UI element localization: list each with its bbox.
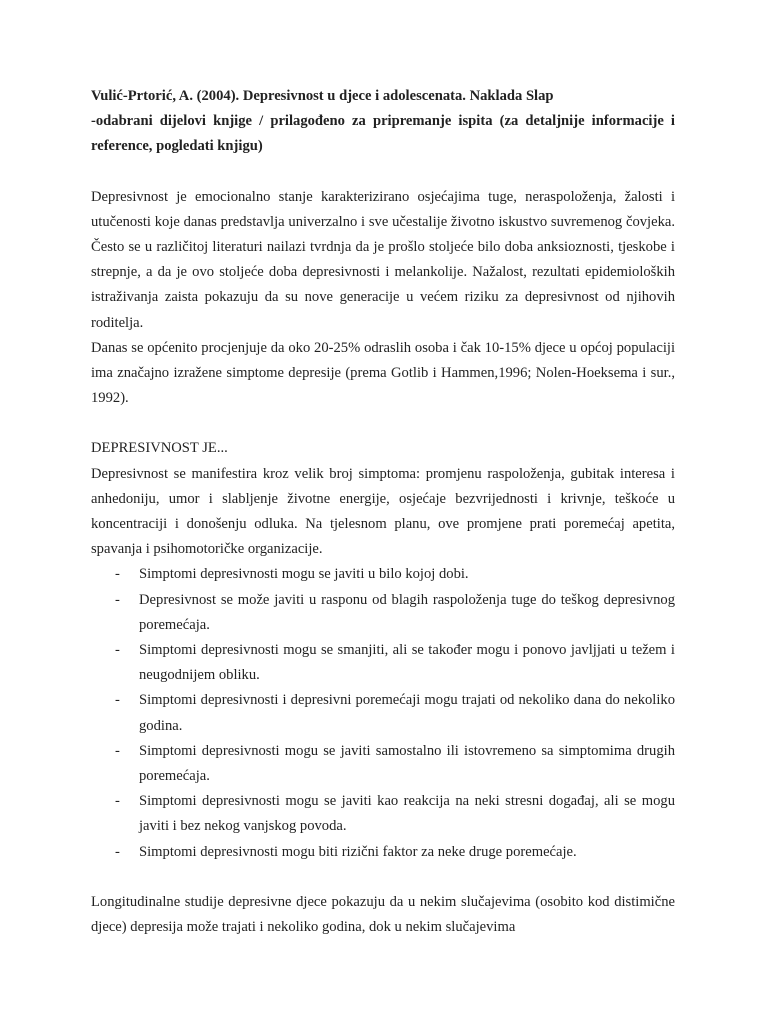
list-item-text: Simptomi depresivnosti mogu se javiti samostalno ili istovremeno sa simptomima drugih poremećaja. [139, 742, 675, 785]
bullet-dash: - [115, 642, 120, 659]
list-item-text: Depresivnost se može javiti u rasponu od blagih raspoloženja tuge do teškog depresivnog poremećaja. [139, 591, 675, 633]
list-item [91, 638, 675, 688]
list-item-text: Simptomi depresivnosti mogu se javiti kao reakcija na neki stresni događaj, ali se mogu javiti i bez nekog vanjskog povoda. [139, 793, 675, 835]
list-item-text: Simptomi depresivnosti mogu biti rizični faktor za neke druge poremećaje. [139, 843, 577, 860]
list-item-text: Simptomi depresivnosti i depresivni poremećaji mogu trajati od nekoliko dana do nekoliko godina. [139, 692, 675, 734]
bullet-dash: - [115, 843, 120, 860]
bullet-dash: - [115, 692, 120, 709]
intro-paragraph-1: Depresivnost je emocionalno stanje karakterizirano osjećajima tuge, neraspoloženja, žalosti i utučenosti koje danas predstavlja univerzalno i sve učestalije životno iskustvo suvremenog čovjeka. Često se u različitoj literaturi nailazi tvrdnja da je prošlo stoljeće bilo doba anksioznosti, tjeskobe i strepnje, a da je ovo stoljeće doba depresivnosti i melankolije. Nažalost, rezultati epidemioloških istraživanja zaista pokazuju da su nove generacije u većem riziku za depresivnost od njihovih roditelja. [91, 188, 675, 331]
list-item [91, 688, 675, 738]
list-item [91, 562, 675, 587]
section-heading: DEPRESIVNOST JE... [91, 440, 228, 457]
list-item [91, 588, 675, 638]
bullet-dash: - [115, 793, 120, 810]
bullet-dash: - [115, 591, 120, 608]
list-item [91, 789, 675, 839]
spacer [91, 411, 675, 436]
closing-paragraph: Longitudinalne studije depresivne djece pokazuju da u nekim slučajevima (osobito kod distimične djece) depresija može trajati i nekoliko godina, dok u nekim slučajevima [91, 893, 675, 936]
document-page [91, 84, 675, 940]
list-item-text: Simptomi depresivnosti mogu se smanjiti, ali se također mogu i ponovo javljjati u težem i neugodnijem obliku. [139, 642, 675, 684]
section-paragraph: Depresivnost se manifestira kroz velik broj simptoma: promjenu raspoloženja, gubitak interesa i anhedoniju, umor i slabljenje životne energije, osjećaje bezvrijednosti i krivnje, teškoće u koncentraciji i donošenju odluka. Na tjelesnom planu, ove promjene prati poremećaj apetita, spavanja i psihomotoričke organizacije. [91, 465, 675, 558]
intro-paragraph-2: Danas se općenito procjenjuje da oko 20-25% odraslih osoba i čak 10-15% djece u općoj populaciji ima značajno izražene simptome depresije (prema Gotlib i Hammen,1996; Nolen-Hoeksema i sur., 1992). [91, 339, 675, 407]
bullet-dash: - [115, 566, 120, 583]
spacer [91, 160, 675, 185]
list-item [91, 739, 675, 789]
spacer [91, 865, 675, 890]
list-item-text: Simptomi depresivnosti mogu se javiti u bilo kojoj dobi. [139, 566, 469, 583]
list-item [91, 840, 675, 865]
citation-note: -odabrani dijelovi knjige / prilagođeno za pripremanje ispita (za detaljnije informacije i reference, pogledati knjigu) [91, 113, 675, 155]
symptom-list [91, 562, 675, 864]
citation-line: Vulić-Prtorić, A. (2004). Depresivnost u djece i adolescenata. Naklada Slap [91, 88, 554, 104]
bullet-dash: - [115, 742, 120, 759]
